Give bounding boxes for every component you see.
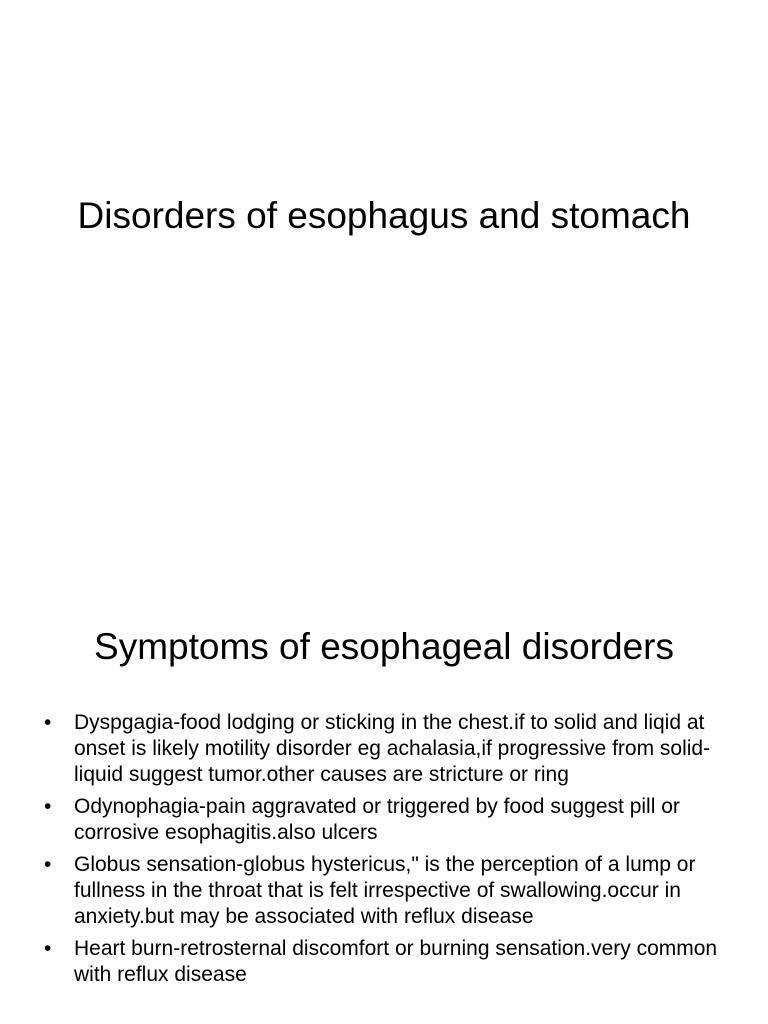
bullet-text: Heart burn-retrosternal discomfort or burning sensation.very common with reflux disease (74, 937, 718, 986)
bullet-item (42, 794, 722, 846)
bullet-item (42, 936, 722, 988)
bullet-item (42, 710, 722, 788)
bullet-text: Dyspgagia-food lodging or sticking in the chest.if to solid and liqid at onset is likely motility disorder eg achalasia,if progressive from solid-liquid suggest tumor.other causes are stricture or ring (74, 711, 711, 786)
slide-symptoms (0, 576, 768, 1024)
bullet-dot-icon: • (44, 853, 52, 876)
slide-heading: Symptoms of esophageal disorders (94, 626, 674, 667)
bullet-list (42, 710, 722, 994)
bullet-item (42, 852, 722, 930)
slide-title-text: Disorders of esophagus and stomach (77, 195, 691, 236)
bullet-text: Globus sensation-globus hystericus," is the perception of a lump or fullness in the throat that is felt irrespective of swallowing.occur in anxiety.but may be associated with reflux disease (74, 853, 696, 928)
bullet-dot-icon: • (44, 937, 52, 960)
bullet-text: Odynophagia-pain aggravated or triggered by food suggest pill or corrosive esophagitis.also ulcers (74, 795, 680, 844)
bullet-dot-icon: • (44, 711, 52, 734)
bullet-dot-icon: • (44, 795, 52, 818)
